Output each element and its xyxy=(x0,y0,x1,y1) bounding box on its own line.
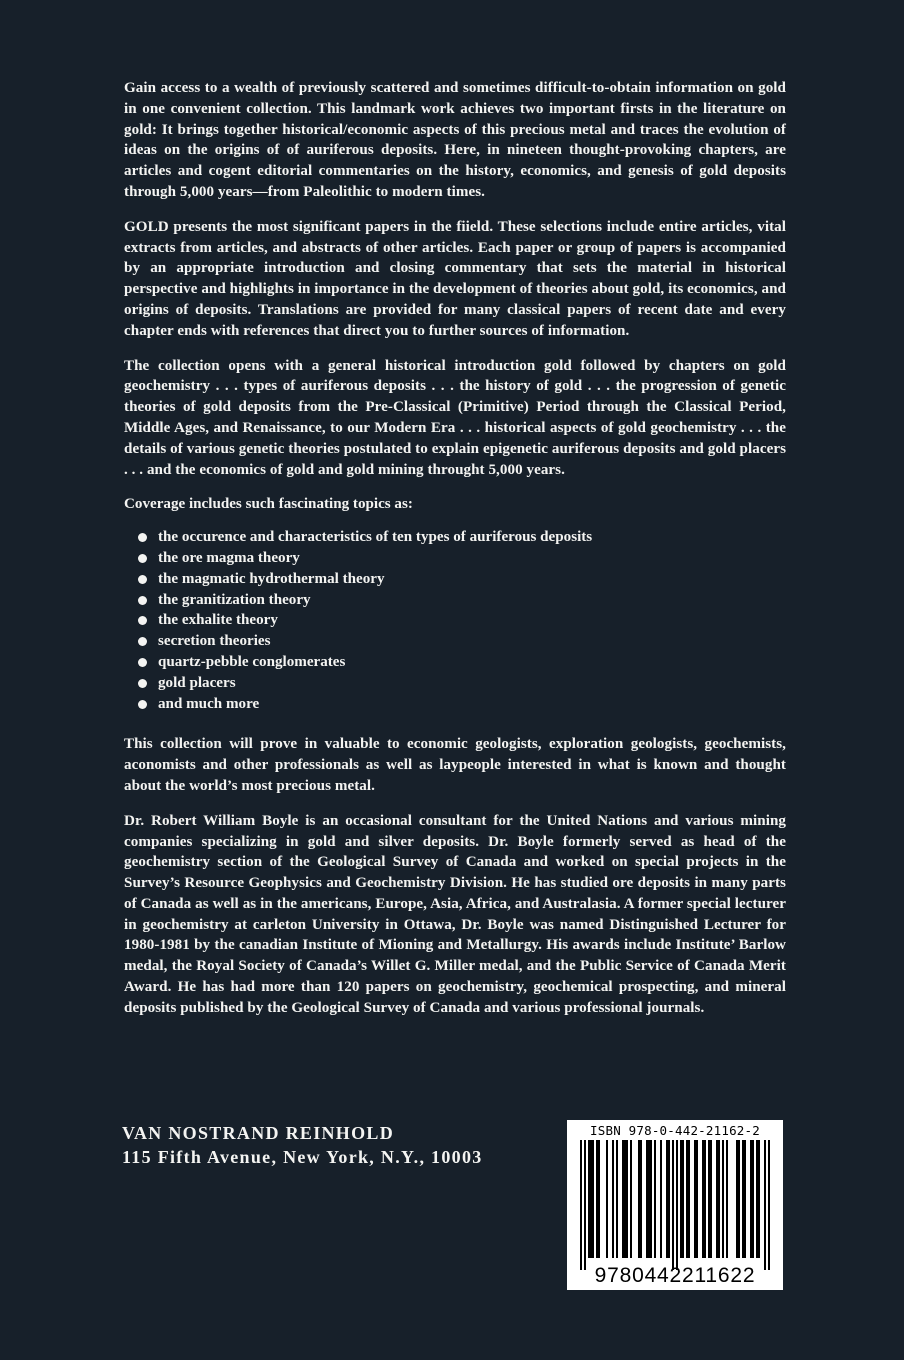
list-item xyxy=(138,569,786,590)
barcode-bar xyxy=(694,1140,696,1258)
bullet-icon xyxy=(138,596,147,605)
barcode-bar xyxy=(616,1140,618,1258)
barcode-bar xyxy=(716,1140,718,1258)
barcode-bar xyxy=(592,1140,594,1258)
barcode-bar xyxy=(680,1140,682,1258)
barcode-bar xyxy=(606,1140,608,1258)
barcode-bar xyxy=(736,1140,738,1258)
description-text xyxy=(124,78,786,1033)
bullet-icon xyxy=(138,554,147,563)
list-item xyxy=(138,610,786,631)
barcode-bar xyxy=(648,1140,650,1258)
publisher-address: 115 Fifth Avenue, New York, N.Y., 10003 xyxy=(122,1147,483,1167)
barcode-bar xyxy=(590,1140,592,1258)
barcode-bar xyxy=(738,1140,740,1258)
bullet-icon xyxy=(138,616,147,625)
bullet-icon xyxy=(138,575,147,584)
paragraph-contents: GOLD presents the most significant papers in the fiield. These selections include entire articles, vital extracts from articles, and abstracts of other articles. Each paper or group of papers is accompanied by an appropriate introduction and closing commentary that sets the material in historical perspective and highlights in importance in the development of theories about gold, its economics, and origins of deposits. Translations are provided for many classical papers of recent date and every chapter ends with references that direct you to further sources of information. xyxy=(124,218,786,339)
barcode-bar xyxy=(612,1140,614,1258)
barcode-bar xyxy=(704,1140,706,1258)
barcode-bar xyxy=(588,1140,590,1258)
isbn-label: ISBN 978-0-442-21162-2 xyxy=(590,1123,760,1138)
barcode-bar xyxy=(682,1140,684,1258)
barcode-bar xyxy=(710,1140,712,1258)
coverage-intro: Coverage includes such fascinating topics as: xyxy=(124,496,413,513)
barcode-guard-bar xyxy=(584,1140,586,1270)
barcode-bar xyxy=(646,1140,648,1258)
list-item xyxy=(138,527,786,548)
list-item xyxy=(138,590,786,611)
barcode-bar xyxy=(638,1140,640,1258)
topic-list xyxy=(124,527,786,714)
topic-label: the magmatic hydrothermal theory xyxy=(158,570,385,587)
barcode-bar xyxy=(596,1140,598,1258)
topic-label: the occurence and characteristics of ten types of auriferous deposits xyxy=(158,529,593,546)
bullet-icon xyxy=(138,533,147,542)
topic-label: gold placers xyxy=(158,674,236,691)
list-item xyxy=(138,631,786,652)
ean-digits: 9780442211622 xyxy=(594,1264,756,1287)
bullet-icon xyxy=(138,637,147,646)
barcode-bar xyxy=(626,1140,628,1258)
barcode-bar xyxy=(756,1140,758,1258)
topic-label: and much more xyxy=(158,695,260,712)
barcode-bar xyxy=(668,1140,670,1258)
barcode-bar xyxy=(742,1140,744,1258)
barcode-bar xyxy=(758,1140,760,1258)
list-item xyxy=(138,694,786,715)
topic-label: secretion theories xyxy=(158,633,271,650)
barcode-guard-bar xyxy=(676,1140,678,1270)
barcode-guard-bar xyxy=(672,1140,674,1270)
barcode-bar xyxy=(624,1140,626,1258)
barcode-bar xyxy=(702,1140,704,1258)
barcode-bar xyxy=(660,1140,662,1258)
barcode-bar xyxy=(650,1140,652,1258)
barcode-bar xyxy=(696,1140,698,1258)
author-bio: Dr. Robert William Boyle is an occasional consultant for the United Nations and various mining companies specializing in gold and silver deposits. Dr. Boyle formerly served as head of the geochemistry section of the Geological Survey of Canada and worked on special projects in the Survey’s Resource Geophysics and Geochemistry Division. He has studied ore deposits in many parts of Canada as well as in the americans, Europe, Asia, Africa, and Australasia. A former special lecturer in geochemistry at carleton University in Ottawa, Dr. Boyle was named Distinguished Lecturer for 1980-1981 by the canadian Institute of Mioning and Metallurgy. His awards include Institute’ Barlow medal, the Royal Society of Canada’s Willet G. Miller medal, and the Public Service of Canada Merit Award. He has had more than 120 papers on geochemistry, geochemical prospecting, and mineral deposits published by the Geological Survey of Canada and various professional journals. xyxy=(124,812,786,1016)
barcode-bar xyxy=(666,1140,668,1258)
list-item xyxy=(138,548,786,569)
bullet-icon xyxy=(138,700,147,709)
barcode-guard-bar xyxy=(764,1140,766,1270)
topic-label: the exhalite theory xyxy=(158,612,278,629)
barcode-bar xyxy=(686,1140,688,1258)
publisher-info xyxy=(122,1122,483,1168)
barcode-bar xyxy=(752,1140,754,1258)
topic-label: the granitization theory xyxy=(158,591,311,608)
publisher-name: VAN NOSTRAND REINHOLD xyxy=(122,1123,395,1143)
barcode-bar xyxy=(726,1140,728,1258)
barcode-bar xyxy=(688,1140,690,1258)
barcode-guard-bar xyxy=(768,1140,770,1270)
paragraph-collection: The collection opens with a general historical introduction gold followed by chapters on gold geochemistry . . . types of auriferous deposits . . . the history of gold . . . the progression of genetic theories of gold deposits from the Pre-Classical (Primitive) Period through the Classical Period, Middle Ages, and Renaissance, to our Modern Era . . . historical aspects of gold geochemistry . . . the details of various genetic theories postulated to explain epigenetic auriferous deposits and gold placers . . . and the economics of gold and gold mining throught 5,000 years. xyxy=(124,357,786,478)
paragraph-overview: Gain access to a wealth of previously scattered and sometimes difficult-to-obtain information on gold in one convenient collection. This landmark work achieves two important firsts in the literature on gold: It brings together historical/economic aspects of this precious metal and traces the evolution of ideas on the origins of of auriferous deposits. Here, in nineteen thought-provoking chapters, are articles and cogent editorial commentaries on the history, economics, and genesis of gold deposits through 5,000 years—from Paleolithic to modern times. xyxy=(124,80,786,200)
list-item xyxy=(138,652,786,673)
isbn-barcode xyxy=(567,1120,783,1290)
bullet-icon xyxy=(138,658,147,667)
paragraph-value: This collection will prove in valuable to economic geologists, exploration geologists, geochemists, aconomists and other professionals as well as laypeople interested in what is known and thought about the world’s most precious metal. xyxy=(124,736,786,794)
barcode-bar xyxy=(598,1140,600,1258)
barcode-bar xyxy=(722,1140,724,1258)
barcode-bar xyxy=(750,1140,752,1258)
barcode-bar xyxy=(744,1140,746,1258)
topic-label: the ore magma theory xyxy=(158,549,300,566)
topic-label: quartz-pebble conglomerates xyxy=(158,653,346,670)
barcode-bar xyxy=(630,1140,632,1258)
bullet-icon xyxy=(138,679,147,688)
barcode-guard-bar xyxy=(580,1140,582,1270)
barcode-bar xyxy=(708,1140,710,1258)
barcode-bar xyxy=(622,1140,624,1258)
barcode-bar xyxy=(718,1140,720,1258)
barcode-bar xyxy=(654,1140,656,1258)
barcode-bar xyxy=(640,1140,642,1258)
list-item xyxy=(138,673,786,694)
